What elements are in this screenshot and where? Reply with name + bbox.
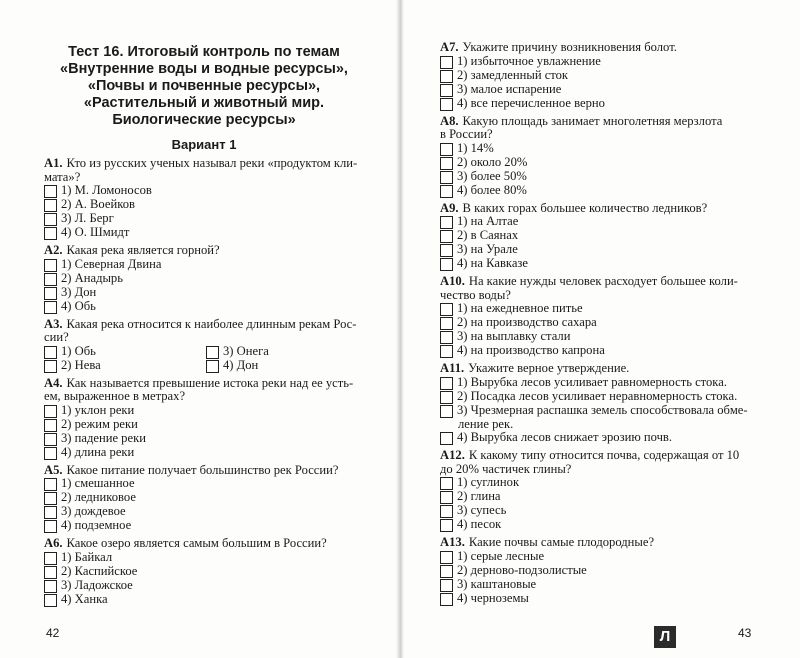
checkbox[interactable] xyxy=(44,405,57,418)
checkbox[interactable] xyxy=(440,70,453,83)
option-label: 4) более 80% xyxy=(457,182,527,197)
option-label: 1) Обь xyxy=(61,343,96,358)
option-label: 2) замедленный сток xyxy=(457,67,569,82)
option-label: 3) супесь xyxy=(457,503,507,517)
question xyxy=(440,275,784,358)
question-text-line: Какая река является горной? xyxy=(66,243,220,257)
answer-option[interactable] xyxy=(440,578,784,592)
answer-option[interactable] xyxy=(44,184,396,198)
question-text-line: Какую площадь занимает многолетняя мерзлота xyxy=(462,113,723,128)
checkbox[interactable] xyxy=(44,301,57,314)
answer-option[interactable] xyxy=(44,345,206,359)
question-text-line: Какое питание получает большинство рек России? xyxy=(66,462,339,477)
option-label: 3) более 50% xyxy=(457,168,527,183)
option-label: 3) Чрезмерная распашка земель способствовала обме- xyxy=(457,402,748,417)
answer-option[interactable] xyxy=(44,432,396,446)
question-text-line: ем, выраженное в метрах? xyxy=(44,389,186,403)
question-number: А4. xyxy=(44,375,63,390)
answer-option[interactable] xyxy=(44,491,396,505)
checkbox[interactable] xyxy=(44,566,57,579)
option-continuation xyxy=(440,418,784,432)
publisher-logo: Л xyxy=(654,626,676,648)
question-text xyxy=(440,289,784,303)
question-number: А8. xyxy=(440,113,459,128)
option-label: 1) 14% xyxy=(457,140,494,155)
answer-option[interactable] xyxy=(440,404,784,418)
question-number: А10. xyxy=(440,274,465,288)
checkbox[interactable] xyxy=(44,199,57,212)
option-label: 2) ледниковое xyxy=(61,490,136,504)
answer-option[interactable] xyxy=(206,345,368,359)
option-label: 1) на Алтае xyxy=(457,214,519,228)
option-label: 1) смешанное xyxy=(61,476,135,490)
question-text xyxy=(440,463,784,477)
question xyxy=(440,41,784,111)
question xyxy=(440,202,784,272)
answer-option[interactable] xyxy=(440,170,784,184)
option-label: 2) Анадырь xyxy=(61,270,123,285)
option-cell xyxy=(206,345,368,359)
question xyxy=(44,157,396,240)
option-label: 3) на выплавку стали xyxy=(457,329,571,343)
question-text-line: Какое озеро является самым большим в России? xyxy=(66,536,327,550)
book-spine xyxy=(396,0,404,658)
checkbox[interactable] xyxy=(44,227,57,240)
answer-option[interactable] xyxy=(440,302,784,316)
right-question-column xyxy=(440,41,784,606)
question-text xyxy=(440,536,784,550)
answer-option[interactable] xyxy=(44,505,396,519)
option-label: 2) на производство сахара xyxy=(457,315,597,329)
answer-option[interactable] xyxy=(440,490,784,504)
option-label: 3) каштановые xyxy=(457,576,537,591)
question-text-line: Укажите верное утверждение. xyxy=(468,361,630,375)
answer-option[interactable] xyxy=(440,142,784,156)
question-number: А2. xyxy=(44,243,63,257)
option-label: 1) Байкал xyxy=(61,549,113,564)
answer-option[interactable] xyxy=(44,212,396,226)
option-label: 3) Л. Берг xyxy=(61,211,114,225)
option-label: 1) на ежедневное питье xyxy=(457,301,583,315)
option-row xyxy=(44,345,396,359)
checkbox[interactable] xyxy=(440,171,453,184)
checkbox[interactable] xyxy=(440,593,453,606)
option-label: 4) песок xyxy=(457,517,502,531)
option-row xyxy=(44,359,396,373)
checkbox[interactable] xyxy=(440,157,453,170)
option-label: 4) все перечисленное верно xyxy=(457,95,605,110)
question-text-line: мата»? xyxy=(44,169,81,184)
option-label: 3) Ладожское xyxy=(61,577,133,592)
question-text xyxy=(440,449,784,463)
answer-option[interactable] xyxy=(440,476,784,490)
option-label: 1) Вырубка лесов усиливает равномерность стока. xyxy=(457,374,727,389)
answer-option[interactable] xyxy=(440,504,784,518)
question xyxy=(44,537,396,607)
title-line: «Растительный и животный мир. xyxy=(83,95,325,111)
question-text-line: до 20% частичек глины? xyxy=(440,461,572,476)
answer-option[interactable] xyxy=(440,257,784,271)
answer-option[interactable] xyxy=(440,55,784,69)
checkbox[interactable] xyxy=(44,506,57,519)
answer-option[interactable] xyxy=(44,258,396,272)
option-label: 3) малое испарение xyxy=(457,81,562,96)
checkbox[interactable] xyxy=(44,185,57,198)
answer-option[interactable] xyxy=(440,518,784,532)
question-number: А1. xyxy=(44,156,63,170)
checkbox[interactable] xyxy=(44,259,57,272)
option-cell xyxy=(44,345,206,359)
option-label: 2) дерново-подзолистые xyxy=(457,562,587,577)
checkbox[interactable] xyxy=(440,477,453,490)
answer-option[interactable] xyxy=(440,431,784,445)
question-text-line: На какие нужды человек расходует большее коли- xyxy=(468,274,738,288)
question-text-line: Какие почвы самые плодородные? xyxy=(468,535,655,549)
question-text xyxy=(440,202,784,216)
option-label: 1) М. Ломоносов xyxy=(61,183,152,197)
checkbox[interactable] xyxy=(440,551,453,564)
checkbox[interactable] xyxy=(44,346,57,359)
question-number: А7. xyxy=(440,40,459,54)
checkbox[interactable] xyxy=(440,56,453,69)
question-number: А12. xyxy=(440,448,465,462)
answer-option[interactable] xyxy=(44,579,396,593)
answer-option[interactable] xyxy=(440,97,784,111)
question-text-line: Кто из русских ученых называл реки «продуктом кли- xyxy=(66,156,358,170)
option-label: 3) на Урале xyxy=(457,242,518,256)
answer-option[interactable] xyxy=(440,390,784,404)
question-text xyxy=(44,157,396,171)
option-label: 1) избыточное увлажнение xyxy=(457,53,601,68)
checkbox[interactable] xyxy=(44,447,57,460)
option-label: 4) Ханка xyxy=(61,591,108,606)
question-number: А11. xyxy=(440,361,465,375)
answer-option[interactable] xyxy=(440,376,784,390)
checkbox[interactable] xyxy=(440,345,453,358)
option-label: 4) длина реки xyxy=(61,444,135,459)
variant-heading: Вариант 1 xyxy=(171,137,237,152)
answer-option[interactable] xyxy=(44,446,396,460)
answer-option[interactable] xyxy=(206,359,368,373)
checkbox[interactable] xyxy=(440,505,453,518)
checkbox[interactable] xyxy=(440,565,453,578)
option-label: 2) около 20% xyxy=(457,154,528,169)
option-label: 2) глина xyxy=(457,489,501,503)
answer-option[interactable] xyxy=(44,404,396,418)
option-label: 2) режим реки xyxy=(61,416,138,431)
checkbox[interactable] xyxy=(440,519,453,532)
question xyxy=(440,362,784,445)
question xyxy=(44,464,396,534)
question-text-line: Укажите причину возникновения болот. xyxy=(462,40,677,54)
answer-option[interactable] xyxy=(440,564,784,578)
question-number: А3. xyxy=(44,316,63,331)
test-title xyxy=(30,44,378,129)
checkbox[interactable] xyxy=(440,84,453,97)
checkbox[interactable] xyxy=(44,287,57,300)
question-number: А6. xyxy=(44,536,63,550)
checkbox[interactable] xyxy=(440,405,453,418)
answer-option[interactable] xyxy=(44,593,396,607)
checkbox[interactable] xyxy=(440,303,453,316)
option-label: 1) Северная Двина xyxy=(61,256,162,271)
answer-option[interactable] xyxy=(44,300,396,314)
checkbox[interactable] xyxy=(206,346,219,359)
answer-option[interactable] xyxy=(440,229,784,243)
checkbox[interactable] xyxy=(206,360,219,373)
option-label: 1) суглинок xyxy=(457,475,520,489)
title-line: Тест 16. Итоговый контроль по темам xyxy=(68,44,340,60)
question-text xyxy=(44,331,396,345)
option-label: 2) А. Воейков xyxy=(61,197,135,211)
checkbox[interactable] xyxy=(44,419,57,432)
question xyxy=(44,244,396,314)
option-cell xyxy=(44,359,206,373)
answer-option[interactable] xyxy=(44,359,206,373)
page-number-right: 43 xyxy=(738,626,752,640)
question-text-line: Какая река относится к наиболее длинным рекам Рос- xyxy=(66,316,357,331)
question-text-line: чество воды? xyxy=(440,287,511,302)
answer-option[interactable] xyxy=(440,550,784,564)
checkbox[interactable] xyxy=(440,317,453,330)
answer-option[interactable] xyxy=(440,83,784,97)
answer-option[interactable] xyxy=(440,156,784,170)
option-label: 3) дождевое xyxy=(61,504,126,518)
question xyxy=(44,377,396,460)
answer-option[interactable] xyxy=(44,418,396,432)
answer-option[interactable] xyxy=(44,272,396,286)
answer-option[interactable] xyxy=(440,592,784,606)
checkbox[interactable] xyxy=(440,579,453,592)
option-label: 4) Обь xyxy=(61,298,96,313)
checkbox[interactable] xyxy=(44,273,57,286)
answer-option[interactable] xyxy=(44,551,396,565)
question-text-line: В каких горах большее количество ледников? xyxy=(462,200,708,215)
option-label: 3) падение реки xyxy=(61,430,146,445)
checkbox[interactable] xyxy=(44,580,57,593)
question-number: А5. xyxy=(44,462,63,477)
left-question-column xyxy=(44,157,396,607)
option-cell xyxy=(206,359,368,373)
answer-option[interactable] xyxy=(440,184,784,198)
title-line: «Почвы и почвенные ресурсы», xyxy=(87,78,321,94)
option-label: 4) черноземы xyxy=(457,590,529,605)
answer-option[interactable] xyxy=(440,344,784,358)
option-label: 4) Вырубка лесов снижает эрозию почв. xyxy=(457,430,673,444)
option-label: 2) Посадка лесов усиливает неравномерность стока. xyxy=(457,388,738,403)
title-line: Биологические ресурсы» xyxy=(112,112,296,128)
option-label: 2) Каспийское xyxy=(61,563,138,578)
checkbox[interactable] xyxy=(44,520,57,533)
question-text-line: в России? xyxy=(440,127,493,141)
option-label: 1) уклон реки xyxy=(61,402,135,417)
checkbox[interactable] xyxy=(440,491,453,504)
question xyxy=(44,318,396,373)
question-text xyxy=(440,128,784,142)
option-label: ление рек. xyxy=(458,416,514,431)
checkbox[interactable] xyxy=(440,244,453,257)
option-label: 4) О. Шмидт xyxy=(61,225,130,239)
checkbox[interactable] xyxy=(44,492,57,505)
answer-option[interactable] xyxy=(440,215,784,229)
question-text xyxy=(440,362,784,376)
answer-option[interactable] xyxy=(44,198,396,212)
answer-option[interactable] xyxy=(440,330,784,344)
question-text xyxy=(440,115,784,129)
answer-option[interactable] xyxy=(440,69,784,83)
checkbox[interactable] xyxy=(44,478,57,491)
checkbox[interactable] xyxy=(440,185,453,198)
answer-option[interactable] xyxy=(44,226,396,240)
answer-option[interactable] xyxy=(44,565,396,579)
question xyxy=(440,115,784,198)
checkbox[interactable] xyxy=(440,331,453,344)
question-text xyxy=(44,318,396,332)
question-number: А9. xyxy=(440,200,459,215)
option-label: 4) на производство капрона xyxy=(457,343,605,357)
checkbox[interactable] xyxy=(440,432,453,445)
option-label: 4) Дон xyxy=(223,357,259,372)
checkbox[interactable] xyxy=(440,377,453,390)
option-label: 1) серые лесные xyxy=(457,548,545,563)
option-label: 3) Дон xyxy=(61,284,97,299)
answer-option[interactable] xyxy=(44,477,396,491)
question-text xyxy=(44,464,396,478)
question-text xyxy=(440,275,784,289)
title-line: «Внутренние воды и водные ресурсы», xyxy=(60,61,348,77)
question-text-line: сии? xyxy=(44,330,69,344)
page-number-left: 42 xyxy=(46,626,60,640)
option-label: 2) в Саянах xyxy=(457,228,519,242)
answer-option[interactable] xyxy=(440,243,784,257)
question-text xyxy=(44,390,396,404)
checkbox[interactable] xyxy=(440,258,453,271)
option-label: 4) подземное xyxy=(61,518,132,532)
question-text xyxy=(44,377,396,391)
question-text xyxy=(44,537,396,551)
checkbox[interactable] xyxy=(44,213,57,226)
question-text xyxy=(44,244,396,258)
question-text xyxy=(440,41,784,55)
option-label: 2) Нева xyxy=(61,357,101,372)
checkbox[interactable] xyxy=(440,391,453,404)
answer-option[interactable] xyxy=(440,316,784,330)
checkbox[interactable] xyxy=(44,433,57,446)
answer-option[interactable] xyxy=(44,519,396,533)
checkbox[interactable] xyxy=(440,216,453,229)
checkbox[interactable] xyxy=(44,360,57,373)
checkbox[interactable] xyxy=(440,143,453,156)
checkbox[interactable] xyxy=(44,594,57,607)
checkbox[interactable] xyxy=(440,98,453,111)
question-text-line: К какому типу относится почва, содержащая от 10 xyxy=(468,448,740,462)
question-text-line: Как называется превышение истока реки над ее усть- xyxy=(66,375,354,390)
answer-option[interactable] xyxy=(44,286,396,300)
checkbox[interactable] xyxy=(44,552,57,565)
question-text xyxy=(44,171,396,185)
question xyxy=(440,536,784,606)
checkbox[interactable] xyxy=(440,230,453,243)
question-number: А13. xyxy=(440,535,465,549)
question xyxy=(440,449,784,532)
option-label: 3) Онега xyxy=(223,343,269,358)
option-label: 4) на Кавказе xyxy=(457,256,528,270)
